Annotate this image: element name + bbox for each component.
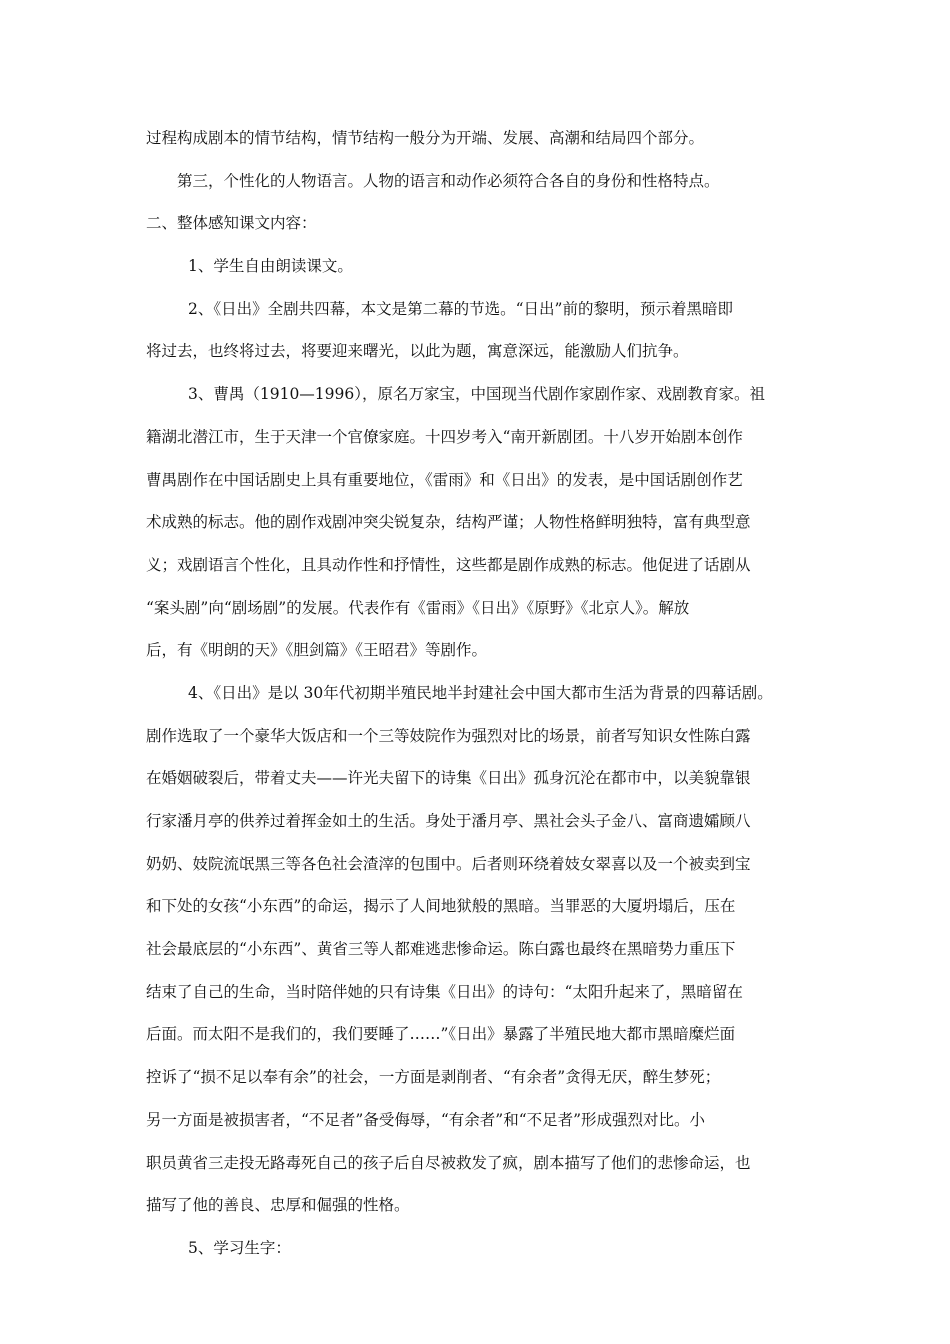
text-line: 职员黄省三走投无路毒死自己的孩子后自尽被救发了疯，剧本描写了他们的悲惨命运，也: [146, 1153, 751, 1172]
text-line: 义；戏剧语言个性化，且具动作性和抒情性，这些都是剧作成熟的标志。他促进了话剧从: [146, 555, 751, 574]
text-line: 4、《日出》是以 30年代初期半殖民地半封建社会中国大都市生活为背景的四幕话剧。: [188, 683, 773, 702]
section-heading: 二、整体感知课文内容：: [146, 214, 317, 233]
text-line: 控诉了“损不足以奉有余”的社会，一方面是剥削者、“有余者”贪得无厌，醉生梦死；: [146, 1068, 721, 1087]
text-line: 第三，个性化的人物语言。人物的语言和动作必须符合各自的身份和性格特点。: [177, 171, 720, 190]
text-line: “案头剧”向“剧场剧”的发展。代表作有《雷雨》《日出》《原野》《北京人》。解放: [146, 598, 690, 617]
text-line: 籍湖北潜江市，生于天津一个官僚家庭。十四岁考入“南开新剧团。十八岁开始剧本创作: [146, 427, 743, 446]
text-line: 行家潘月亭的供养过着挥金如土的生活。身处于潘月亭、黑社会头子金八、富商遗孀顾八: [146, 812, 751, 830]
document-body: [146, 128, 826, 1281]
text-line: 将过去，也终将过去，将要迎来曙光，以此为题，寓意深远，能激励人们抗争。: [146, 342, 689, 361]
text-line: 2、《日出》全剧共四幕，本文是第二幕的节选。“日出”前的黎明，预示着黑暗即: [188, 299, 733, 318]
text-line: 奶奶、妓院流氓黑三等各色社会渣滓的包围中。后者则环绕着妓女翠喜以及一个被卖到宝: [146, 854, 751, 873]
text-line: 术成熟的标志。他的剧作戏剧冲突尖锐复杂，结构严谨；人物性格鲜明独特，富有典型意: [146, 513, 751, 532]
text-line: 描写了他的善良、忠厚和倔强的性格。: [146, 1196, 410, 1215]
text-line: 5、学习生字：: [188, 1238, 291, 1257]
text-line: 过程构成剧本的情节结构，情节结构一般分为开端、发展、高潮和结局四个部分。: [146, 129, 705, 147]
text-line: 另一方面是被损害者，“不足者”备受侮辱，“有余者”和“不足者”形成强烈对比。小: [146, 1110, 706, 1129]
text-line: 剧作选取了一个豪华大饭店和一个三等妓院作为强烈对比的场景，前者写知识女性陈白露: [146, 726, 751, 745]
text-line: 后面。而太阳不是我们的，我们要睡了……”《日出》暴露了半殖民地大都市黑暗糜烂面: [146, 1025, 736, 1044]
text-line: 社会最底层的“小东西”、黄省三等人都难逃悲惨命运。陈白露也最终在黑暗势力重压下: [146, 940, 736, 959]
text-line: 在婚姻破裂后，带着丈夫——许光夫留下的诗集《日出》孤身沉沦在都市中，以美貌靠银: [146, 769, 751, 788]
text-line: 3、曹禺（1910—1996），原名万家宝，中国现当代剧作家剧作家、戏剧教育家。祖: [188, 385, 766, 404]
text-line: 和下处的女孩“小东西”的命运，揭示了人间地狱般的黑暗。当罪恶的大厦坍塌后，压在: [146, 897, 736, 916]
text-line: 后，有《明朗的天》《胆剑篇》《王昭君》等剧作。: [146, 641, 488, 660]
text-line: 结束了自己的生命，当时陪伴她的只有诗集《日出》的诗句：“太阳升起来了，黑暗留在: [146, 982, 743, 1001]
text-line: 曹禺剧作在中国话剧史上具有重要地位，《雷雨》和《日出》的发表，是中国话剧创作艺: [146, 470, 743, 489]
text-line: 1、学生自由朗读课文。: [188, 257, 353, 276]
